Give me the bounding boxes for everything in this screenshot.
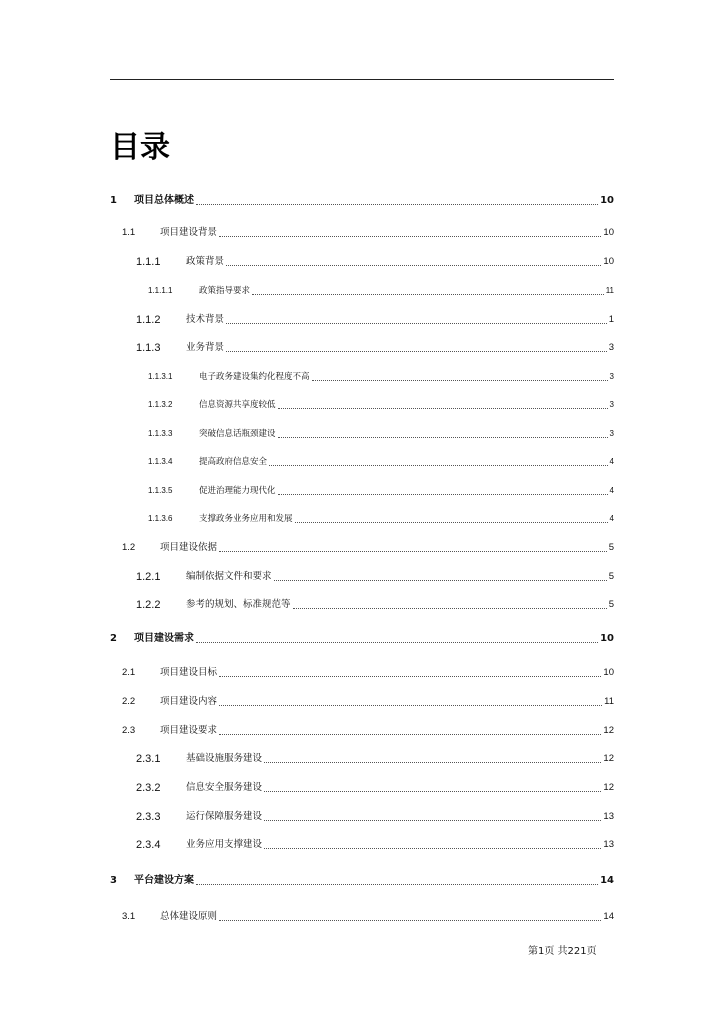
toc-entry-number: 2.1 [122,667,136,678]
toc-entry[interactable] [0,781,724,795]
toc-entry-page: 3 [609,400,614,409]
toc-entry-page: 4 [609,457,614,466]
toc-leader-dots [219,676,601,677]
toc-leader-dots [278,494,608,495]
toc-entry-number: 1.1.2 [136,314,161,326]
toc-entry-page: 10 [603,227,614,238]
toc-entry-title: 支撑政务业务应用和发展 [199,514,293,524]
toc-entry-title: 平台建设方案 [134,875,194,886]
toc-entry[interactable] [0,398,724,412]
toc-entry[interactable] [0,724,724,738]
toc-entry-title: 业务应用支撑建设 [186,839,263,850]
toc-entry-title: 政策背景 [186,256,225,267]
toc-entry-title: 促进治理能力现代化 [199,486,276,496]
toc-entry-title: 基础设施服务建设 [186,753,263,764]
toc-entry[interactable] [0,226,724,240]
toc-entry-title: 项目建设依据 [160,542,218,553]
toc-entry-number: 1.1.3.2 [148,400,173,409]
toc-entry-number: 1.1.1 [136,256,161,268]
toc-entry-page: 10 [603,667,614,678]
toc-entry-title: 参考的规划、标准规范等 [186,599,291,610]
toc-entry[interactable] [0,255,724,269]
toc-entry-number: 1.1.3.5 [148,486,173,495]
toc-entry-page: 14 [600,875,614,886]
toc-entry-number: 1.1.1.1 [148,286,173,295]
toc-entry-title: 业务背景 [186,342,225,353]
toc-entry-title: 信息资源共享度较低 [199,400,276,410]
toc-entry-number: 1.1.3.6 [148,514,173,523]
toc-entry[interactable] [0,598,724,612]
toc-entry-number: 2.3.1 [136,753,161,765]
toc-entry-title: 项目建设内容 [160,696,218,707]
toc-entry-page: 12 [603,753,614,764]
toc-leader-dots [264,848,601,849]
toc-leader-dots [293,608,607,609]
toc-entry-title: 提高政府信息安全 [199,457,268,467]
toc-entry-number: 3 [110,875,117,886]
toc-entry-number: 1 [110,195,117,206]
toc-entry-page: 11 [604,696,614,707]
toc-entry[interactable] [0,194,724,208]
toc-entry-number: 2.3.4 [136,839,161,851]
toc-entry-number: 1.1.3.3 [148,429,173,438]
toc-leader-dots [226,265,601,266]
toc-entry-page: 4 [609,514,614,523]
toc-entry-number: 2.3.3 [136,811,161,823]
toc-entry-title: 总体建设原则 [160,911,218,922]
toc-leader-dots [219,236,601,237]
toc-entry[interactable] [0,570,724,584]
toc-entry[interactable] [0,341,724,355]
toc-leader-dots [312,380,608,381]
toc-entry-title: 信息安全服务建设 [186,782,263,793]
toc-entry-page: 3 [609,372,614,381]
toc-entry-title: 项目建设需求 [134,633,194,644]
toc-entry-page: 12 [603,725,614,736]
toc-entry-number: 1.2.1 [136,571,161,583]
toc-entry-title: 技术背景 [186,314,225,325]
toc-entry-page: 10 [603,256,614,267]
toc-entry-title: 运行保障服务建设 [186,811,263,822]
toc-leader-dots [274,580,607,581]
toc-entry-page: 13 [603,811,614,822]
toc-entry-page: 1 [608,314,614,325]
toc-leader-dots [295,522,608,523]
toc-entry[interactable] [0,427,724,441]
toc-leader-dots [252,294,604,295]
toc-entry-page: 10 [600,633,614,644]
toc-entry[interactable] [0,874,724,888]
toc-entry[interactable] [0,666,724,680]
toc-leader-dots [219,705,602,706]
toc-entry-page: 5 [608,542,614,553]
toc-entry-number: 2 [110,633,117,644]
toc-entry[interactable] [0,512,724,526]
toc-leader-dots [226,323,607,324]
toc-entry[interactable] [0,541,724,555]
toc-entry-page: 12 [603,782,614,793]
toc-entry[interactable] [0,632,724,646]
toc-entry-number: 2.3.2 [136,782,161,794]
toc-entry-page: 3 [608,342,614,353]
toc-entry-title: 突破信息话瓶颈建设 [199,429,276,439]
toc-entry-number: 1.2 [122,542,136,553]
toc-entry-number: 3.1 [122,911,136,922]
toc-leader-dots [226,351,607,352]
toc-leader-dots [278,437,608,438]
toc-leader-dots [219,920,601,921]
toc-entry[interactable] [0,313,724,327]
toc-leader-dots [196,884,598,885]
toc-entry[interactable] [0,910,724,924]
toc-entry[interactable] [0,284,724,298]
toc-entry[interactable] [0,484,724,498]
toc-leader-dots [196,642,598,643]
toc-entry-title: 项目建设目标 [160,667,218,678]
toc-entry[interactable] [0,695,724,709]
toc-entry-page: 5 [608,599,614,610]
toc-entry-title: 项目建设要求 [160,725,218,736]
toc-entry-number: 1.1.3.1 [148,372,173,381]
toc-entry-number: 1.1.3.4 [148,457,173,466]
page-title: 目录 [110,130,170,165]
toc-entry-number: 1.1.3 [136,342,161,354]
toc-entry-number: 2.2 [122,696,136,707]
toc-entry-title: 电子政务建设集约化程度不高 [199,372,310,382]
toc-entry[interactable] [0,370,724,384]
toc-entry-title: 项目建设背景 [160,227,218,238]
toc-entry[interactable] [0,455,724,469]
toc-entry-page: 10 [600,195,614,206]
toc-entry-title: 政策指导要求 [199,286,251,296]
toc-leader-dots [278,408,608,409]
toc-entry-page: 11 [605,286,614,295]
toc-entry-page: 14 [603,911,614,922]
toc-entry-page: 4 [609,486,614,495]
toc-entry[interactable] [0,752,724,766]
toc-leader-dots [196,204,598,205]
toc-entry[interactable] [0,810,724,824]
toc-entry-number: 1.2.2 [136,599,161,611]
page-footer: 第1页 共221页 [528,946,597,957]
toc-entry-page: 5 [608,571,614,582]
toc-leader-dots [264,762,601,763]
toc-entry-title: 项目总体概述 [134,195,194,206]
toc-entry[interactable] [0,838,724,852]
toc-leader-dots [269,465,608,466]
toc-leader-dots [219,734,601,735]
toc-leader-dots [264,791,601,792]
toc-entry-title: 编制依据文件和要求 [186,571,272,582]
toc-entry-number: 2.3 [122,725,136,736]
toc-entry-page: 3 [609,429,614,438]
toc-entry-number: 1.1 [122,227,136,238]
toc-leader-dots [219,551,607,552]
toc-leader-dots [264,820,601,821]
toc-entry-page: 13 [603,839,614,850]
